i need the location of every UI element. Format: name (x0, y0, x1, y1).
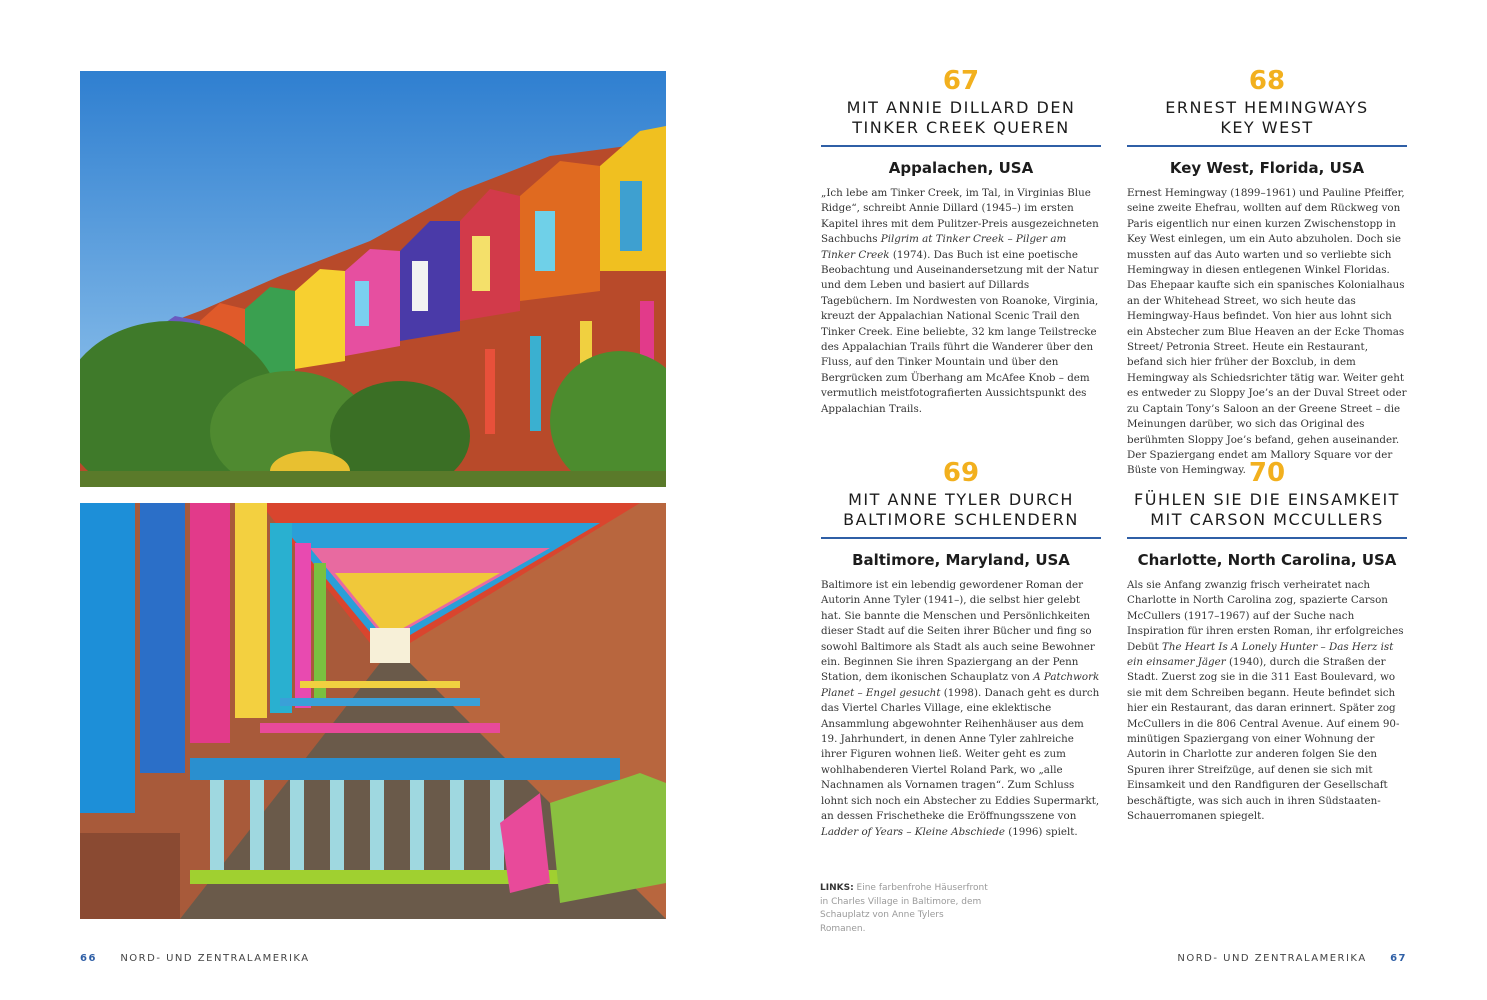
section-title-right: NORD- UND ZENTRALAMERIKA (1177, 953, 1367, 964)
body-text: (1974). Das Buch ist eine poetische Beobachtung und Auseinandersetzung mit der Natur und dem Leben und basiert auf Dillards Tagebüchern. Im Nordwesten von Roanoke, Virginia, kreuzt der Appalachian National Scenic Trail den Tinker Creek. Eine beliebte, 32 km lange Teilstrecke des Appalachian Trails führt die Wanderer über den Fluss, auf den Tinker Mountain und über den Bergrücken zum Überhang am McAfee Knob – dem vermutlich meistfotografierten Aussichtspunkt des Appalachian Trails. (821, 248, 1099, 415)
book-title: Pilgrim at Tinker Creek – Pilger am Tinker Creek (821, 233, 1067, 261)
entry-heading-line: MIT CARSON MCCULLERS (1150, 510, 1384, 529)
body-text: (1998). Danach geht es durch das Viertel Charles Village, eine eklektische Ansammlung abgewohnter Reihenhäuser aus dem 19. Jahrhundert, in denen Anne Tyler zahlreiche ihrer Figuren wohnen ließ. Weiter geht es zum wohlhabenderen Viertel Roland Park, wo „alle Nachnamen als Vornamen tragen“. Zum Schluss lohnt sich noch ein Abstecher zu Eddies Supermarkt, an dessen Frischetheke die Eröffnungsszene von (821, 686, 1100, 823)
entry-body (1127, 578, 1407, 825)
body-text: Ernest Hemingway (1899–1961) und Pauline Pfeiffer, seine zweite Ehefrau, wollten auf dem Rückweg von Paris eigentlich nur einen kurzen Zwischenstopp in Key West einlegen, um ein Auto abzuholen. Doch sie mussten auf das Auto warten und so verliebte sich Hemingway in diesen entlegenen Winkel Floridas. Das Ehepaar kaufte sich ein spanisches Kolonialhaus an der Whitehead Street, wo sich heute das Hemingway-Haus befindet. Von hier aus lohnt sich ein Abstecher zum Blue Heaven an der Ecke Thomas Street/ Petronia Street. Heute ein Restaurant, befand sich hier früher der Boxclub, in dem Hemingway als Schiedsrichter tätig war. Weiter geht es entweder zu Sloppy Joe’s an der Duval Street oder zu Captain Tony’s Saloon an der Greene Street – die Meinungen darüber, wo sich das Original des berühmten Sloppy Joe’s befand, gehen auseinander. Der Spaziergang endet am Mallory Square vor der Büste von Hemingway. (1127, 187, 1407, 477)
heading-rule (1127, 537, 1407, 539)
body-text: Baltimore ist ein lebendig gewordener Roman der Autorin Anne Tyler (1941–), die selbst hier gelebt hat. Sie bannte die Menschen und Persönlichkeiten dieser Stadt auf die Seiten ihrer Bücher und fing so sowohl Baltimore als Stadt als auch seine Bewohner ein. Beginnen Sie ihren Spaziergang an der Penn Station, dem ikonischen Schauplatz von (821, 579, 1095, 684)
caption-text: Eine farbenfrohe Häuserfront in Charles Village in Baltimore, dem Schauplatz von Anne Tylers Romanen. (820, 883, 988, 934)
entry-body (821, 186, 1101, 417)
footer-right (1177, 953, 1407, 964)
entry-heading (821, 96, 1101, 140)
entry-place: Appalachen, USA (888, 159, 1034, 177)
entry-heading-line: TINKER CREEK QUEREN (852, 118, 1070, 137)
entry-body (821, 578, 1101, 840)
heading-rule (821, 537, 1101, 539)
entry-place: Charlotte, North Carolina, USA (1137, 551, 1397, 569)
book-title: Ladder of Years – Kleine Abschiede (821, 825, 1005, 838)
entry-heading-line: ERNEST HEMINGWAYS (1165, 98, 1369, 117)
entry-heading-line: MIT ANNIE DILLARD DEN (846, 98, 1076, 117)
entry-body (1127, 186, 1407, 479)
entry-heading-line: KEY WEST (1220, 118, 1314, 137)
entry-68 (1127, 66, 1407, 479)
entry-number: 68 (1248, 66, 1286, 96)
entry-number: 70 (1248, 458, 1286, 488)
entry-number: 67 (942, 66, 980, 96)
entry-heading-line: MIT ANNE TYLER DURCH (848, 490, 1074, 509)
section-title-left: NORD- UND ZENTRALAMERIKA (120, 953, 310, 964)
entry-heading (1127, 488, 1407, 532)
entry-heading-line: BALTIMORE SCHLENDERN (843, 510, 1079, 529)
body-text: (1996) spielt. (1004, 825, 1078, 838)
photo-painted-rowhouses (80, 71, 666, 487)
entry-place: Baltimore, Maryland, USA (852, 551, 1070, 569)
book-title: A Patchwork Planet – Engel gesucht (821, 671, 1100, 699)
entry-70 (1127, 458, 1407, 825)
footer-left (80, 953, 310, 964)
photo-colorful-porch (80, 503, 666, 919)
page-number-right: 67 (1390, 953, 1407, 964)
photo-caption (820, 882, 990, 936)
book-title: The Heart Is A Lonely Hunter – Das Herz ist ein einsamer Jäger (1127, 640, 1394, 669)
heading-rule (821, 145, 1101, 147)
entry-heading (821, 488, 1101, 532)
entry-number: 69 (942, 458, 980, 488)
entry-67 (821, 66, 1101, 417)
page-number-left: 66 (80, 953, 97, 964)
entry-69 (821, 458, 1101, 840)
body-text: (1940), durch die Straßen der Stadt. Zuerst zog sie in die 311 East Boulevard, wo sie mit dem Schreiben begann. Heute befindet sich hier ein Restaurant, das daran erinnert. Später zog McCullers in die 806 Central Avenue. Auf einem 90-minütigen Spaziergang von einer Wohnung der Autorin in Charlotte zur anderen folgen Sie den Spuren ihrer Streifzüge, auf denen sie sich mit Einsamkeit und den Randfiguren der Gesellschaft beschäftigte, was sich auch in ihren Südstaaten-Schauerromanen spiegelt. (1127, 656, 1400, 823)
body-text: „Ich lebe am Tinker Creek, im Tal, in Virginias Blue Ridge“, schreibt Annie Dillard (1945–) im ersten Kapitel ihres mit dem Pulitzer-Preis ausgezeichneten Sachbuchs (821, 187, 1099, 246)
entry-heading-line: FÜHLEN SIE DIE EINSAMKEIT (1134, 490, 1400, 509)
entry-heading (1127, 96, 1407, 140)
heading-rule (1127, 145, 1407, 147)
caption-label: LINKS: (820, 883, 854, 893)
body-text: Als sie Anfang zwanzig frisch verheiratet nach Charlotte in North Carolina zog, spazierte Carson McCullers (1917–1967) auf der Suche nach Inspiration für ihren ersten Roman, ihr erfolgreiches Debüt (1127, 579, 1404, 653)
entry-place: Key West, Florida, USA (1169, 159, 1365, 177)
